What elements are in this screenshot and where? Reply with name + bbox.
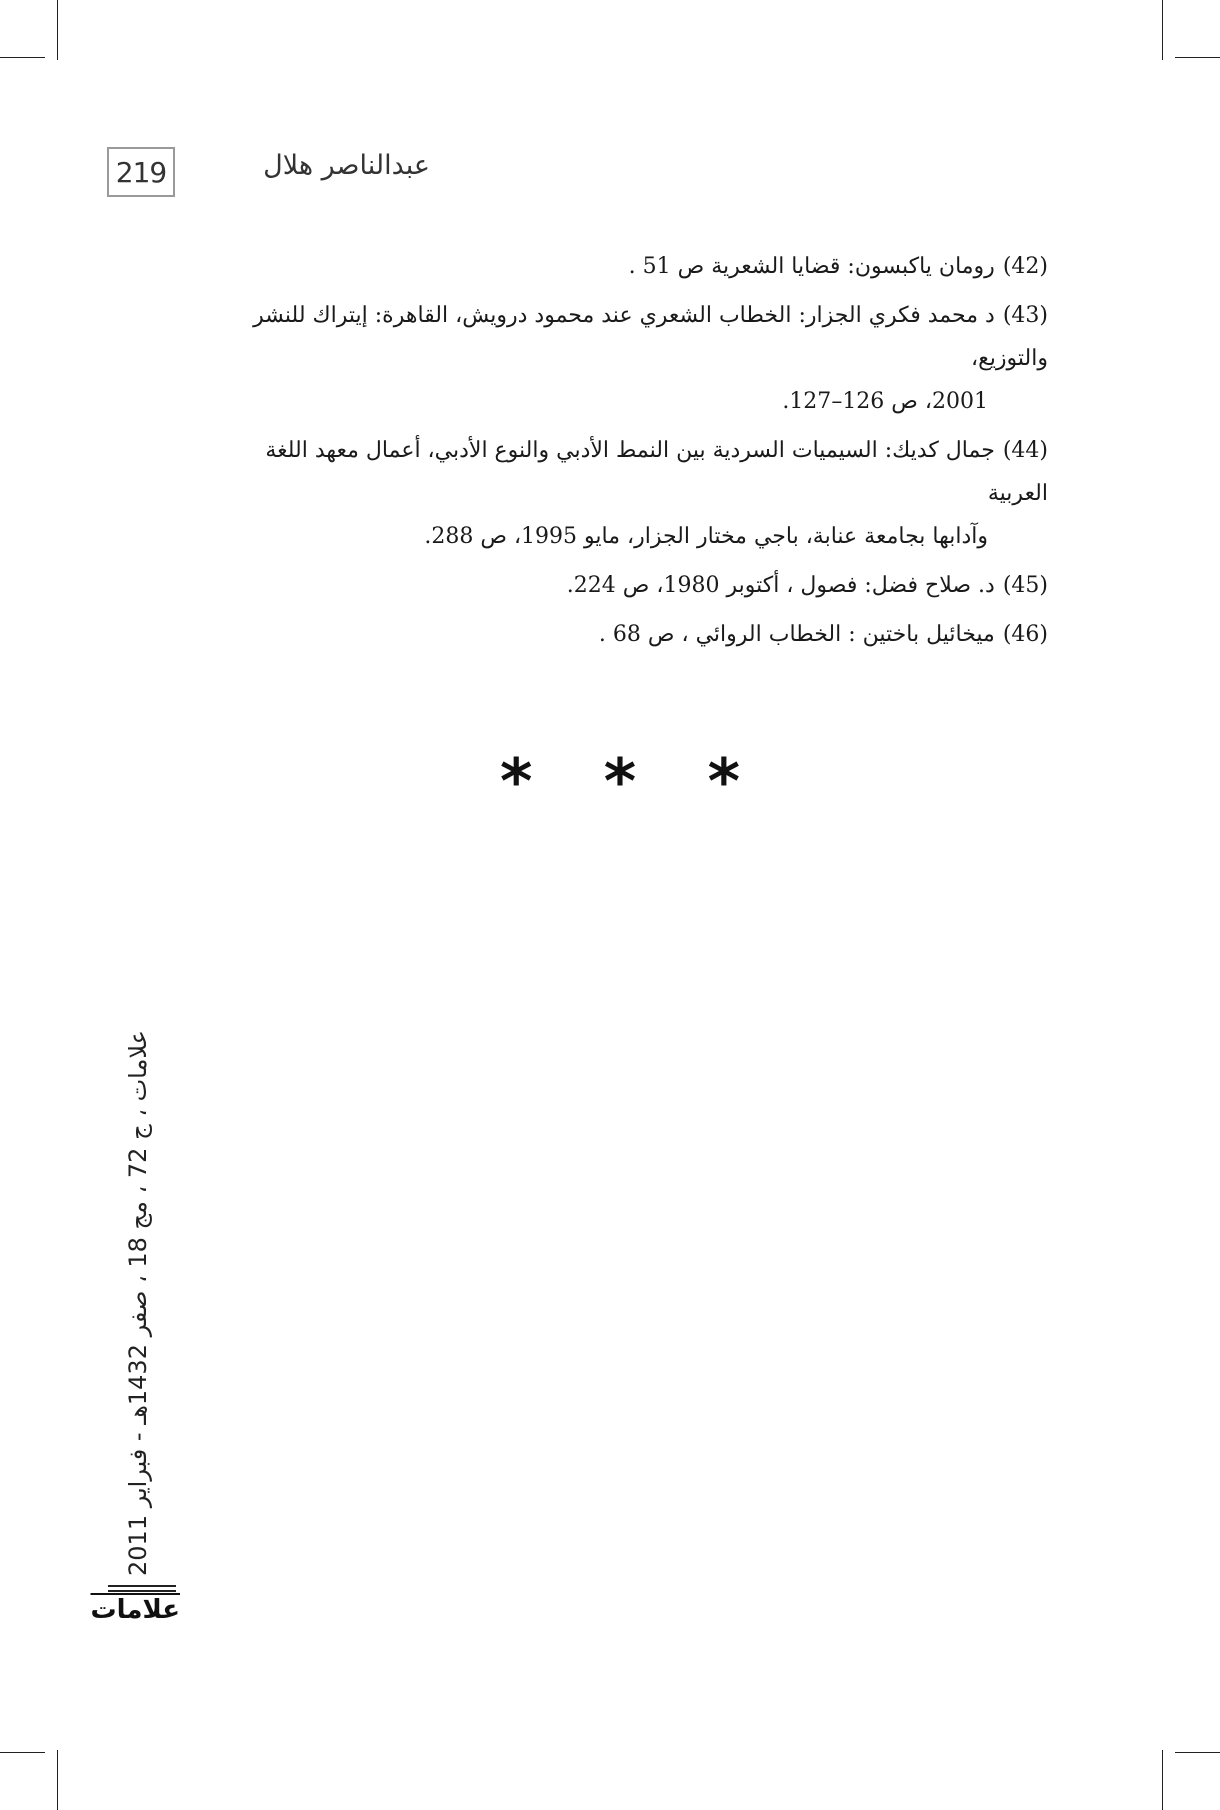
asterisk-icon: * [707, 745, 740, 818]
crop-mark [57, 1750, 58, 1810]
crop-mark [0, 57, 45, 58]
crop-mark [0, 1752, 45, 1753]
endnote [200, 294, 1048, 423]
asterisk-icon: * [500, 745, 533, 818]
crop-mark [57, 0, 58, 60]
endnote-number: (43) [1002, 303, 1048, 328]
journal-issue-text: علامات ، ج 72 ، مج 18 ، صفر 1432هـ - فبراير 2011 [124, 1029, 153, 1576]
endnote-number: (44) [1002, 438, 1048, 463]
endnote [200, 613, 1048, 656]
journal-logo: علامات [90, 1595, 180, 1625]
endnote-text: روما‌ن ياكبسون: قضايا الشعرية ص 51 . [628, 254, 995, 279]
journal-issue-info [118, 1029, 158, 1576]
running-header-author: عبدالناصر هلال [263, 150, 430, 181]
asterisk-icon: * [603, 745, 637, 818]
crop-mark [1162, 0, 1163, 60]
section-separator [500, 745, 740, 818]
endnote-text: جمال كديك: السيميات السردية بين النمط الأدبي والنوع الأدبي، أعمال معهد اللغة العربية [265, 438, 1048, 506]
endnote-continuation: وآدابها بجامعة عنابة، باجي مختار الجزار، مايو 1995، ص 288. [424, 524, 988, 549]
endnote-text: ميخائيل باختين : الخطاب الروائي ، ص 68 . [598, 622, 995, 647]
page-number: 219 [107, 147, 175, 197]
endnote-text: د محمد فكري الجزار: الخطاب الشعري عند محمود درويش، القاهرة: إيتراك للنشر والتوزيع، [253, 303, 1048, 371]
endnote [200, 564, 1048, 607]
endnote-text: د. صلاح فضل: فصول ، أكتوبر 1980، ص 224. [566, 573, 995, 598]
endnote [200, 429, 1048, 558]
endnotes-list [200, 245, 1048, 662]
endnote-number: (45) [1002, 573, 1048, 598]
endnote-number: (46) [1002, 622, 1048, 647]
divider [108, 1590, 176, 1592]
crop-mark [1175, 57, 1220, 58]
crop-mark [1175, 1752, 1220, 1753]
endnote-number: (42) [1002, 254, 1048, 279]
divider [108, 1585, 176, 1587]
endnote [200, 245, 1048, 288]
crop-mark [1162, 1750, 1163, 1810]
endnote-continuation: 2001، ص 126–127. [782, 389, 988, 414]
